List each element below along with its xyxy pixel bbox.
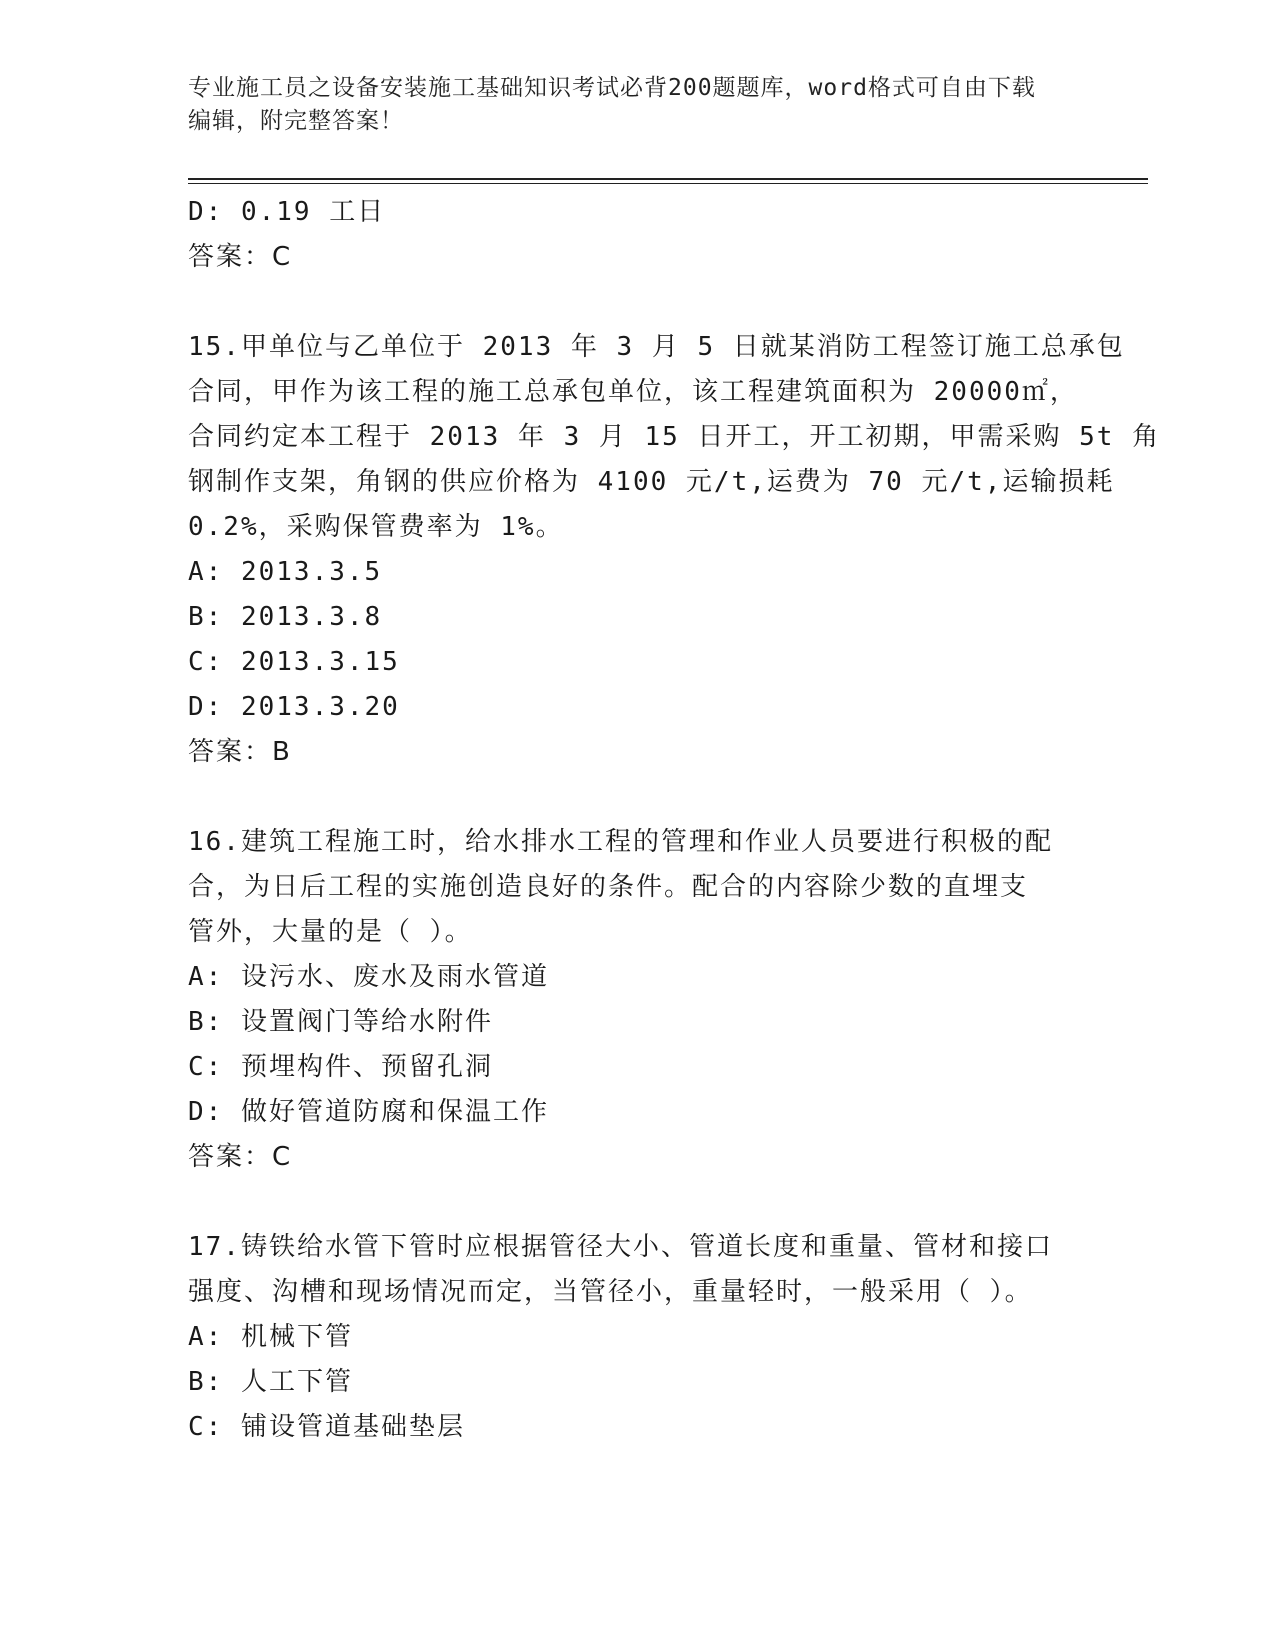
spacer xyxy=(188,775,1088,820)
answer-line: 答案：B xyxy=(188,737,292,767)
question-text-line: 15.甲单位与乙单位于 2013 年 3 月 5 日就某消防工程签订施工总承包 xyxy=(188,332,1125,362)
header-line-1: 专业施工员之设备安装施工基础知识考试必背200题题库，word格式可自由下载 xyxy=(188,75,1036,101)
option-d: D: 0.19 工日 xyxy=(188,197,386,227)
option-b: B: 设置阀门等给水附件 xyxy=(188,1007,493,1037)
question-text-line: 强度、沟槽和现场情况而定，当管径小，重量轻时，一般采用（ ）。 xyxy=(188,1277,1033,1307)
option-c: C: 预埋构件、预留孔洞 xyxy=(188,1052,493,1082)
question-text-line: 合同约定本工程于 2013 年 3 月 15 日开工，开工初期，甲需采购 5t 角 xyxy=(188,422,1161,452)
question-text-line: 0.2%，采购保管费率为 1%。 xyxy=(188,512,564,542)
question-text-line: 管外，大量的是（ ）。 xyxy=(188,917,473,947)
answer-line: 答案：C xyxy=(188,1142,293,1172)
option-a: A: 机械下管 xyxy=(188,1322,353,1352)
answer-line: 答案：C xyxy=(188,242,293,272)
option-c: C: 铺设管道基础垫层 xyxy=(188,1412,465,1442)
question-text-line: 钢制作支架，角钢的供应价格为 4100 元/t,运费为 70 元/t,运输损耗 xyxy=(188,467,1115,497)
question-17 xyxy=(188,1225,1088,1450)
question-text-line: 17.铸铁给水管下管时应根据管径大小、管道长度和重量、管材和接口 xyxy=(188,1232,1053,1262)
question-text-line: 合同，甲作为该工程的施工总承包单位，该工程建筑面积为 20000㎡， xyxy=(188,377,1078,407)
header-rule-thick xyxy=(188,178,1148,180)
document-header xyxy=(188,72,1088,138)
option-d: D: 做好管道防腐和保温工作 xyxy=(188,1097,549,1127)
spacer xyxy=(188,1180,1088,1225)
spacer xyxy=(188,280,1088,325)
document-body xyxy=(188,190,1161,1450)
question-15 xyxy=(188,325,1161,775)
header-line-2: 编辑，附完整答案！ xyxy=(188,108,404,134)
option-c: C: 2013.3.15 xyxy=(188,647,400,677)
question-16 xyxy=(188,820,1088,1180)
question-text-line: 合，为日后工程的实施创造良好的条件。配合的内容除少数的直埋支 xyxy=(188,872,1029,902)
header-rule-thin xyxy=(188,183,1148,184)
option-a: A: 设污水、废水及雨水管道 xyxy=(188,962,549,992)
question-text-line: 16.建筑工程施工时，给水排水工程的管理和作业人员要进行积极的配 xyxy=(188,827,1053,857)
option-a: A: 2013.3.5 xyxy=(188,557,383,587)
option-b: B: 人工下管 xyxy=(188,1367,353,1397)
option-d: D: 2013.3.20 xyxy=(188,692,400,722)
option-b: B: 2013.3.8 xyxy=(188,602,383,632)
